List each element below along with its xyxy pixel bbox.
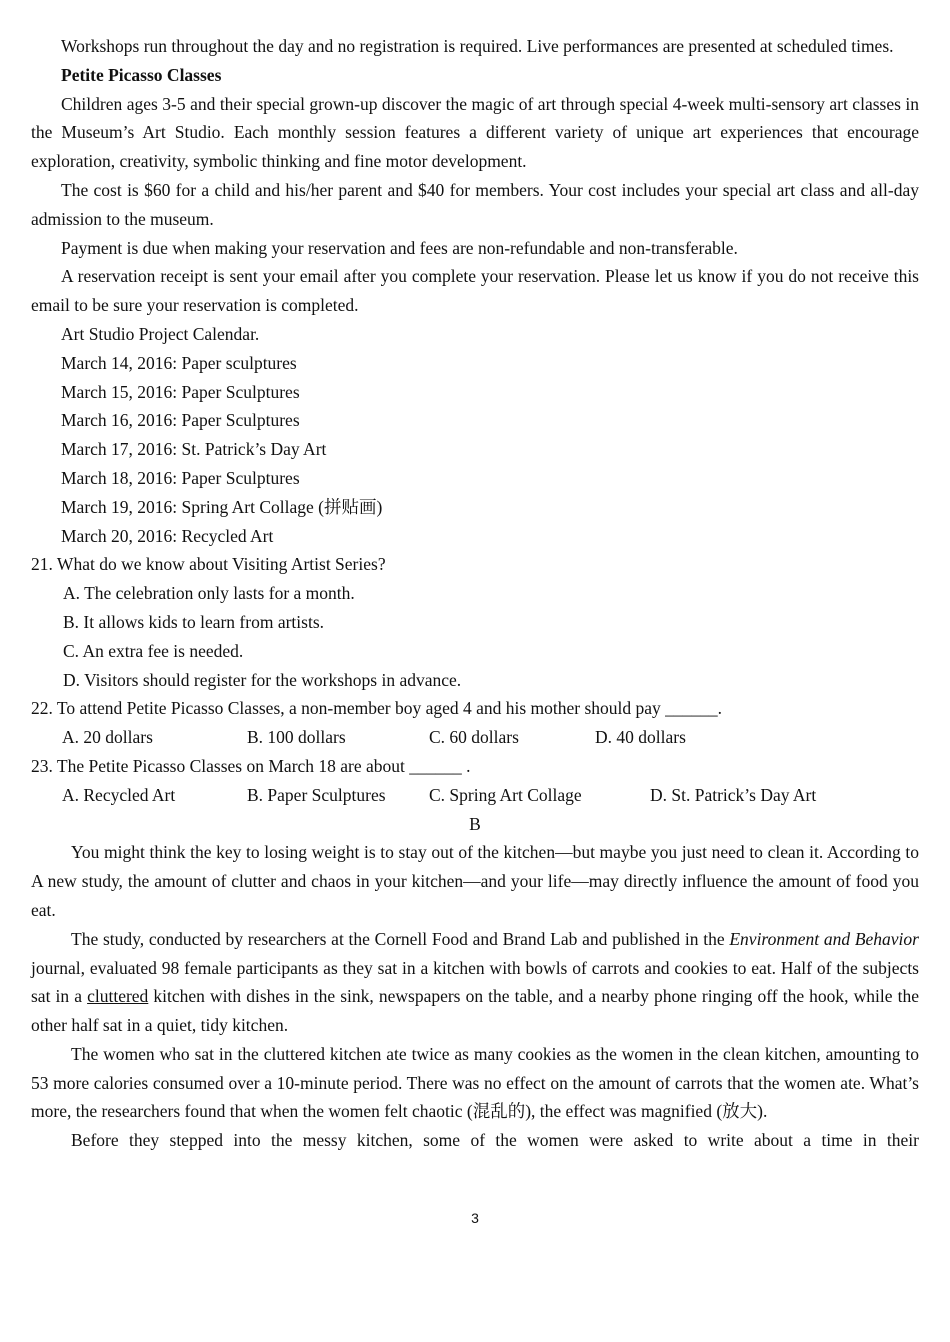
- question-21-option-b: B. It allows kids to learn from artists.: [63, 611, 325, 632]
- question-23-stem: 23. The Petite Picasso Classes on March 18 are about ______ .: [31, 755, 471, 776]
- question-22-option-b: B. 100 dollars: [247, 727, 346, 748]
- calendar-entry: March 15, 2016: Paper Sculptures: [61, 381, 300, 402]
- calendar-entry: March 17, 2016: St. Patrick’s Day Art: [61, 439, 327, 460]
- document-page: [31, 32, 919, 1155]
- question-21-option-c: C. An extra fee is needed.: [63, 640, 244, 661]
- calendar-entry: March 14, 2016: Paper sculptures: [61, 352, 297, 373]
- underlined-word: cluttered: [87, 986, 149, 1007]
- passage-b-paragraph-1: You might think the key to losing weight is to stay out of the kitchen—but maybe you just need to clean it. According to A new study, the amount of clutter and chaos in your kitchen—and your life—may directly influence the amount of food you eat.: [31, 842, 919, 920]
- section-heading: Petite Picasso Classes: [61, 64, 222, 85]
- calendar-title: Art Studio Project Calendar.: [61, 323, 260, 344]
- passage-b-paragraph-3: The women who sat in the cluttered kitchen ate twice as many cookies as the women in the clean kitchen, amounting to 53 more calories consumed over a 10-minute period. There was no effect on the amount of carrots that the women ate. What’s more, the researchers found that when the women felt chaotic (混乱的), the effect was magnified (放大).: [31, 1043, 919, 1122]
- question-21-option-d: D. Visitors should register for the workshops in advance.: [63, 669, 462, 690]
- calendar-entry: March 18, 2016: Paper Sculptures: [61, 467, 300, 488]
- calendar-entry: March 16, 2016: Paper Sculptures: [61, 410, 300, 431]
- question-22-options: [31, 723, 919, 752]
- paragraph: A reservation receipt is sent your email after you complete your reservation. Please let us know if you do not receive this email to be sure your reservation is completed.: [31, 266, 919, 316]
- question-23-option-b: B. Paper Sculptures: [247, 784, 386, 805]
- question-22-option-c: C. 60 dollars: [429, 727, 519, 748]
- text-run: journal, evaluated 98 female participants as they sat in a kitchen with bowls of carrots and cookies to eat. Half of the subjects sat in a: [31, 957, 919, 1007]
- question-22-option-d: D. 40 dollars: [595, 727, 686, 748]
- question-23-option-c: C. Spring Art Collage: [429, 784, 582, 805]
- question-23-option-d: D. St. Patrick’s Day Art: [650, 784, 817, 805]
- calendar-entry: March 20, 2016: Recycled Art: [61, 525, 274, 546]
- question-22-stem: 22. To attend Petite Picasso Classes, a non-member boy aged 4 and his mother should pay ______.: [31, 698, 723, 719]
- paragraph: Children ages 3-5 and their special grown-up discover the magic of art through special 4-week multi-sensory art classes in the Museum’s Art Studio. Each monthly session features a different variety of unique art experiences that encourage exploration, creativity, symbolic thinking and fine motor development.: [31, 93, 919, 172]
- passage-b-paragraph-4: Before they stepped into the messy kitchen, some of the women were asked to write about a time in their: [71, 1130, 919, 1151]
- page-number: 3: [471, 1210, 479, 1226]
- question-22-option-a: A. 20 dollars: [62, 727, 153, 748]
- paragraph: The cost is $60 for a child and his/her parent and $40 for members. Your cost includes your special art class and all-day admission to the museum.: [31, 179, 919, 229]
- text-run: kitchen with dishes in the sink, newspapers on the table, and a nearby phone ringing off the hook, while the other half sat in a quiet, tidy kitchen.: [31, 986, 919, 1036]
- paragraph: Payment is due when making your reservation and fees are non-refundable and non-transferable.: [61, 237, 738, 258]
- journal-name: Environment and Behavior: [729, 928, 919, 949]
- text-run: The study, conducted by researchers at the Cornell Food and Brand Lab and published in the: [71, 928, 730, 949]
- question-23-option-a: A. Recycled Art: [62, 784, 176, 805]
- question-21-stem: 21. What do we know about Visiting Artist Series?: [31, 554, 386, 575]
- intro-paragraph: Workshops run throughout the day and no registration is required. Live performances are presented at scheduled times.: [61, 36, 894, 56]
- calendar-entry: March 19, 2016: Spring Art Collage (拼贴画): [61, 496, 383, 517]
- question-21-option-a: A. The celebration only lasts for a month.: [63, 583, 355, 604]
- question-23-options: [31, 781, 919, 810]
- section-b-label: B: [469, 813, 481, 834]
- passage-b-paragraph-2: [31, 925, 919, 1040]
